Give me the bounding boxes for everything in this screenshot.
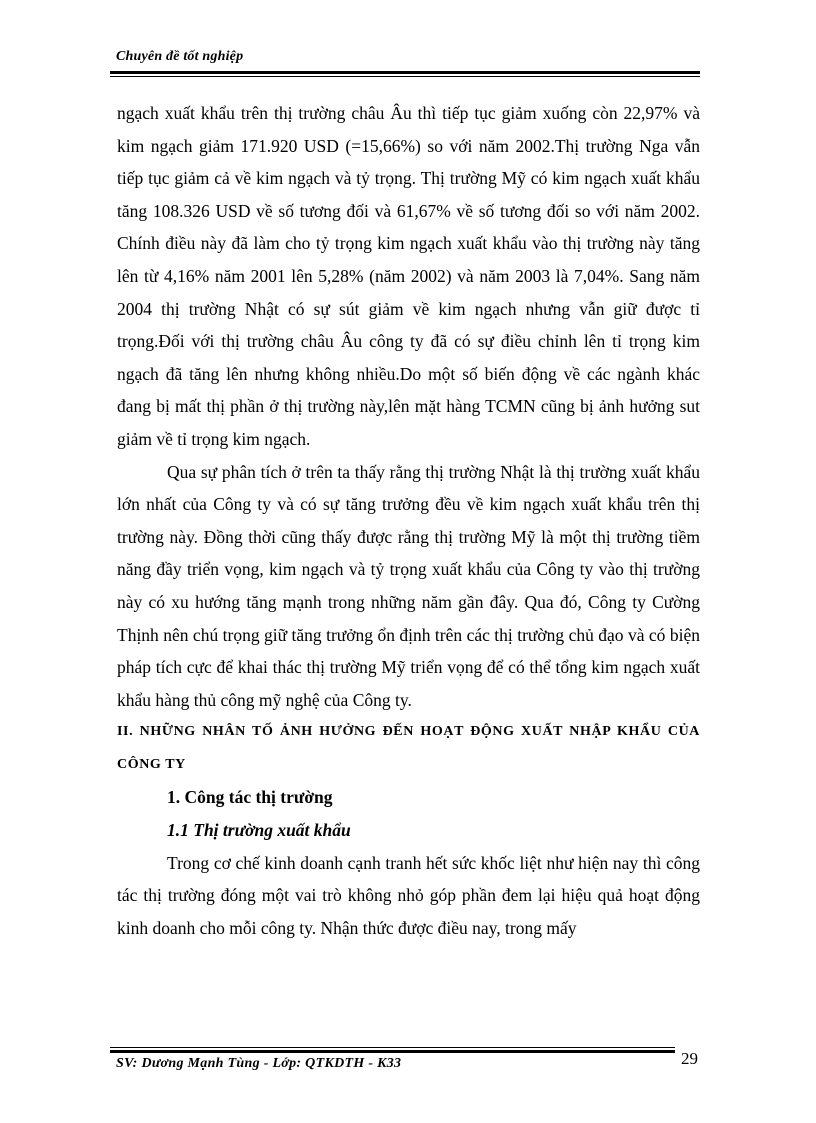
page-body	[117, 97, 700, 944]
running-footer: SV: Dương Mạnh Tùng - Lớp: QTKDTH - K33	[116, 1056, 402, 1071]
page-number: 29	[681, 1049, 698, 1068]
section-heading: II. NHỮNG NHÂN TỐ ẢNH HƯỞNG ĐẾN HOẠT ĐỘNG XUẤT NHẬP KHẨU CỦA CÔNG TY	[117, 724, 700, 772]
header-rule-thin	[110, 76, 700, 77]
running-header: Chuyên đề tốt nghiệp	[116, 49, 244, 64]
paragraph-market: Trong cơ chế kinh doanh cạnh tranh hết sức khốc liệt như hiện nay thì công tác thị trường đóng một vai trò không nhỏ góp phần đem lại hiệu quả hoạt động kinh doanh cho mỗi công ty. Nhận thức được điều nay, trong mấy	[117, 852, 700, 938]
paragraph-analysis: Qua sự phân tích ở trên ta thấy rằng thị trường Nhật là thị trường xuất khẩu lớn nhất của Công ty và có sự tăng trưởng đều về kim ngạch xuất khẩu trên thị trường này. Đồng thời cũng thấy được rằng thị trường Mỹ là một thị trường tiềm năng đầy triển vọng, kim ngạch và tỷ trọng xuất khẩu của Công ty vào thị trường này có xu hướng tăng mạnh trong những năm gần đây. Qua đó, Công ty Cường Thịnh nên chú trọng giữ tăng trưởng ổn định trên các thị trường chủ đạo và có biện pháp tích cực để khai thác thị trường Mỹ triển vọng để có thể tổng kim ngạch xuất khẩu hàng thủ công mỹ nghệ của Công ty.	[117, 461, 700, 710]
header-rule-thick	[110, 71, 700, 74]
subsubsection-heading: 1.1 Thị trường xuất khẩu	[167, 820, 351, 841]
subsection-heading: 1. Công tác thị trường	[167, 787, 333, 808]
footer-rule-thick	[110, 1050, 675, 1053]
footer-rule-thin	[110, 1047, 675, 1048]
paragraph-continued: ngạch xuất khẩu trên thị trường châu Âu thì tiếp tục giảm xuống còn 22,97% và kim ngạch giảm 171.920 USD (=15,66%) so với năm 2002.Thị trường Nga vẫn tiếp tục giảm cả về kim ngạch và tỷ trọng. Thị trường Mỹ có kim ngạch xuất khẩu tăng 108.326 USD về số tương đối và 61,67% về số tương đối so với năm 2002. Chính điều này đã làm cho tỷ trọng kim ngạch xuất khẩu vào thị trường này tăng lên từ 4,16% năm 2001 lên 5,28% (năm 2002) và năm 2003 là 7,04%. Sang năm 2004 thị trường Nhật có sự sút giảm về kim ngạch nhưng vẫn giữ được tỉ trọng.Đối với thị trường châu Âu công ty đã có sự điều chỉnh lên tỉ trọng kim ngạch đã tăng lên nhưng không nhiều.Do một số biến động về các ngành khác đang bị mất thị phần ở thị trường này,lên mặt hàng TCMN cũng bị ảnh hưởng sut giảm về tỉ trọng kim ngạch.	[117, 103, 700, 449]
